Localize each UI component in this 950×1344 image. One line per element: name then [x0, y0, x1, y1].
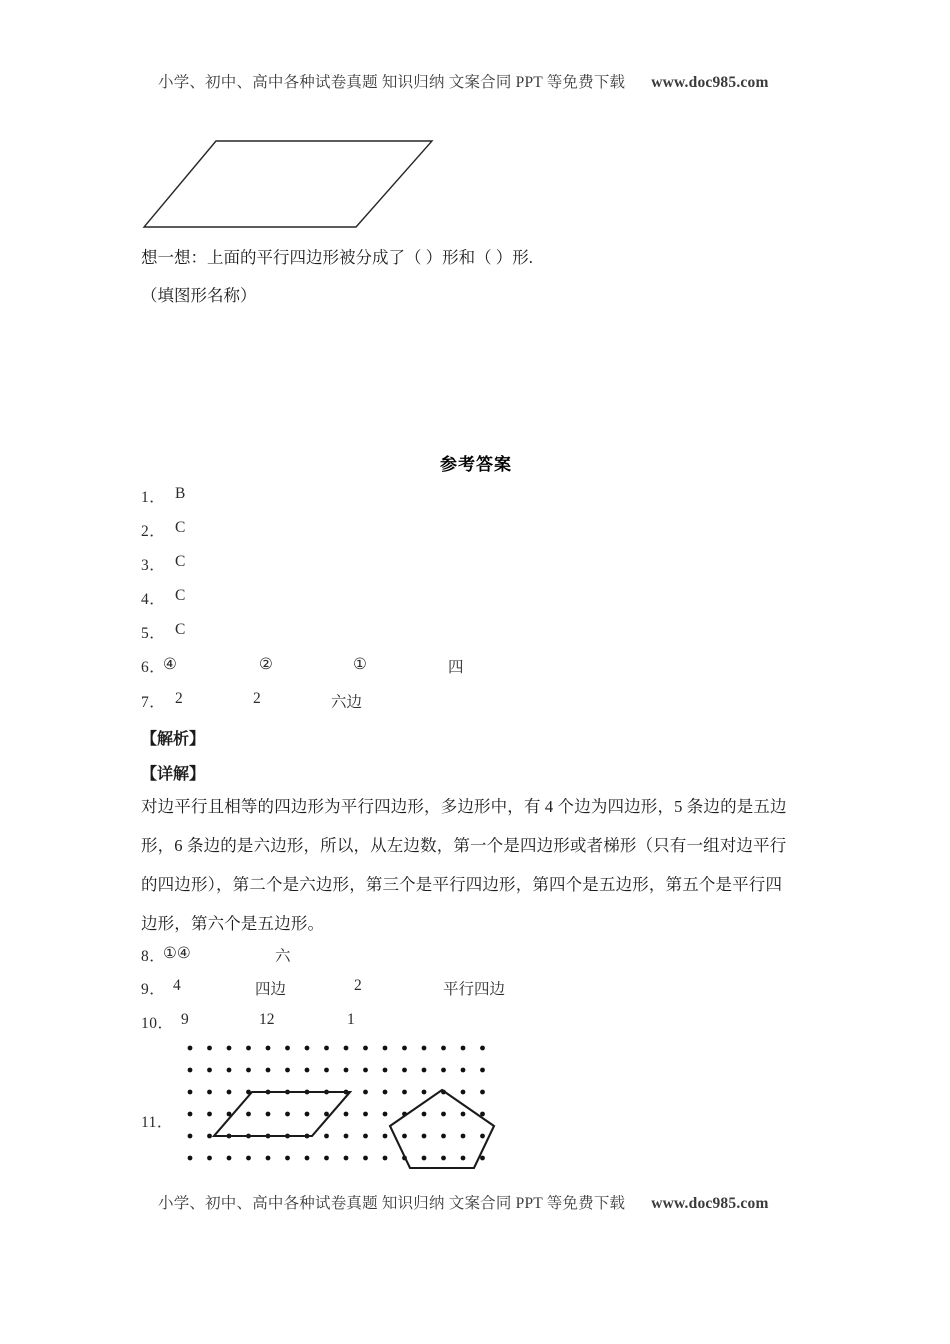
answer-number: 1．: [141, 489, 166, 506]
grid-dot: [305, 1112, 310, 1117]
grid-dot: [461, 1068, 466, 1073]
answer-value: C: [175, 519, 186, 536]
answer-row-6: [141, 655, 901, 677]
answer-value: 2: [253, 690, 261, 707]
grid-dot: [461, 1046, 466, 1051]
grid-dot: [246, 1112, 251, 1117]
answers-section-title-text: 参考答案: [440, 455, 512, 475]
grid-dot: [266, 1046, 271, 1051]
grid-dot: [480, 1046, 485, 1051]
dot-grid-dots: [188, 1046, 485, 1161]
grid-dot: [402, 1134, 407, 1139]
answer-row-1: [141, 485, 901, 507]
question-line-1: 想一想：上面的平行四边形被分成了（ ）形和（ ）形.: [141, 248, 533, 267]
answer-value: ②: [259, 655, 273, 673]
answer-value: 4: [173, 977, 181, 994]
answer-number: 6．: [141, 659, 166, 676]
grid-dot: [441, 1134, 446, 1139]
grid-dot: [461, 1156, 466, 1161]
grid-dot: [324, 1156, 329, 1161]
grid-dot: [422, 1156, 427, 1161]
grid-dot: [363, 1090, 368, 1095]
grid-dot: [207, 1112, 212, 1117]
answer-value: 12: [259, 1011, 275, 1028]
explanation-line-2: 形，6 条边的是六边形，所以，从左边数，第一个是四边形或者梯形（只有一组对边平行: [141, 836, 787, 855]
answer-row-5: [141, 621, 901, 643]
grid-dot: [363, 1068, 368, 1073]
grid-dot: [266, 1112, 271, 1117]
dot-grid-figure: [180, 1038, 520, 1178]
grid-dot: [363, 1134, 368, 1139]
grid-dot: [422, 1068, 427, 1073]
footer-watermark: [158, 1191, 858, 1213]
grid-dot: [246, 1068, 251, 1073]
answer-value: 四: [448, 658, 464, 676]
grid-dot: [266, 1068, 271, 1073]
grid-dot: [383, 1112, 388, 1117]
grid-dot: [227, 1046, 232, 1051]
answer-value: B: [175, 485, 186, 502]
answer-row-7: [141, 690, 901, 712]
grid-dot: [246, 1156, 251, 1161]
grid-dot: [207, 1090, 212, 1095]
answer-number: 3．: [141, 557, 166, 574]
answer-value: C: [175, 621, 186, 638]
grid-dot: [285, 1046, 290, 1051]
grid-dot: [207, 1046, 212, 1051]
grid-dot: [441, 1046, 446, 1051]
grid-dot: [188, 1112, 193, 1117]
grid-dot: [285, 1156, 290, 1161]
grid-dot: [383, 1090, 388, 1095]
grid-dot: [188, 1046, 193, 1051]
grid-dot: [422, 1112, 427, 1117]
grid-dot: [422, 1090, 427, 1095]
explanation-line-3: 的四边形），第二个是六边形，第三个是平行四边形，第四个是五边形，第五个是平行四: [141, 875, 783, 894]
grid-dot: [188, 1090, 193, 1095]
answer-value: 2: [354, 977, 362, 994]
analysis-heading: 【解析】: [141, 731, 206, 748]
grid-dot: [461, 1134, 466, 1139]
answer-row-10: [141, 1011, 901, 1033]
grid-dot: [480, 1156, 485, 1161]
grid-dot: [402, 1046, 407, 1051]
grid-dot: [227, 1090, 232, 1095]
answer-number: 4．: [141, 591, 166, 608]
grid-dot: [324, 1046, 329, 1051]
detail-heading: 【详解】: [141, 766, 206, 783]
footer-watermark-text: 小学、初中、高中各种试卷真题 知识归纳 文案合同 PPT 等免费下载: [158, 1195, 626, 1212]
answer-number: 10．: [141, 1015, 174, 1032]
grid-dot: [480, 1090, 485, 1095]
grid-dot: [422, 1134, 427, 1139]
answers-section-title: [0, 450, 950, 475]
grid-dot: [305, 1068, 310, 1073]
grid-dot: [402, 1090, 407, 1095]
parallelogram-figure: [140, 134, 440, 234]
grid-dot: [344, 1134, 349, 1139]
footer-watermark-url: www.doc985.com: [651, 1195, 769, 1212]
dot-grid-shapes: [214, 1090, 494, 1168]
grid-dot: [461, 1112, 466, 1117]
parallelogram-outline: [214, 1092, 350, 1136]
header-watermark: [158, 70, 858, 92]
answer-value: 六边: [331, 693, 363, 711]
answer-value: C: [175, 587, 186, 604]
header-watermark-url: www.doc985.com: [651, 74, 769, 91]
grid-dot: [285, 1112, 290, 1117]
grid-dot: [422, 1046, 427, 1051]
grid-dot: [344, 1068, 349, 1073]
answer-number: 2．: [141, 523, 166, 540]
answer-value: 1: [347, 1011, 355, 1028]
grid-dot: [188, 1068, 193, 1073]
grid-dot: [207, 1134, 212, 1139]
grid-dot: [188, 1134, 193, 1139]
grid-dot: [324, 1068, 329, 1073]
answer-number: 8．: [141, 948, 166, 965]
grid-dot: [246, 1046, 251, 1051]
grid-dot: [363, 1112, 368, 1117]
grid-dot: [461, 1090, 466, 1095]
grid-dot: [441, 1112, 446, 1117]
question-line-2: （填图形名称）: [141, 286, 257, 305]
grid-dot: [441, 1156, 446, 1161]
answer-value: 2: [175, 690, 183, 707]
grid-dot: [285, 1068, 290, 1073]
explanation-line-4: 边形，第六个是五边形。: [141, 914, 325, 933]
grid-dot: [207, 1156, 212, 1161]
answer-value: 四边: [255, 980, 287, 998]
grid-dot: [227, 1068, 232, 1073]
answer-row-2: [141, 519, 901, 541]
grid-dot: [363, 1156, 368, 1161]
answer-number: 9．: [141, 981, 166, 998]
answer-value: ①: [353, 655, 367, 673]
grid-dot: [188, 1156, 193, 1161]
grid-dot: [480, 1134, 485, 1139]
answer-value: 六: [275, 947, 291, 965]
answer-value: 平行四边: [443, 980, 506, 998]
grid-dot: [324, 1134, 329, 1139]
grid-dot: [383, 1134, 388, 1139]
answer-value: ④: [163, 655, 177, 673]
answer-number: 7．: [141, 694, 166, 711]
grid-dot: [227, 1156, 232, 1161]
grid-dot: [441, 1068, 446, 1073]
grid-dot: [344, 1046, 349, 1051]
answer-row-3: [141, 553, 901, 575]
grid-dot: [305, 1046, 310, 1051]
grid-dot: [344, 1156, 349, 1161]
answer-row-4: [141, 587, 901, 609]
answer-value: C: [175, 553, 186, 570]
answer-row-8: [141, 944, 901, 966]
answer-value: ①④: [163, 944, 191, 962]
header-watermark-text: 小学、初中、高中各种试卷真题 知识归纳 文案合同 PPT 等免费下载: [158, 74, 626, 91]
grid-dot: [383, 1156, 388, 1161]
answer-row-11-number: 11．: [141, 1114, 173, 1131]
parallelogram-outline: [144, 141, 432, 227]
answer-row-9: [141, 977, 901, 999]
grid-dot: [305, 1156, 310, 1161]
answer-value: 9: [181, 1011, 189, 1028]
grid-dot: [363, 1046, 368, 1051]
grid-dot: [344, 1112, 349, 1117]
grid-dot: [383, 1046, 388, 1051]
grid-dot: [266, 1156, 271, 1161]
answer-number: 5．: [141, 625, 166, 642]
grid-dot: [402, 1068, 407, 1073]
grid-dot: [383, 1068, 388, 1073]
grid-dot: [207, 1068, 212, 1073]
explanation-line-1: 对边平行且相等的四边形为平行四边形，多边形中，有 4 个边为四边形，5 条边的是五边: [141, 797, 787, 816]
grid-dot: [480, 1068, 485, 1073]
